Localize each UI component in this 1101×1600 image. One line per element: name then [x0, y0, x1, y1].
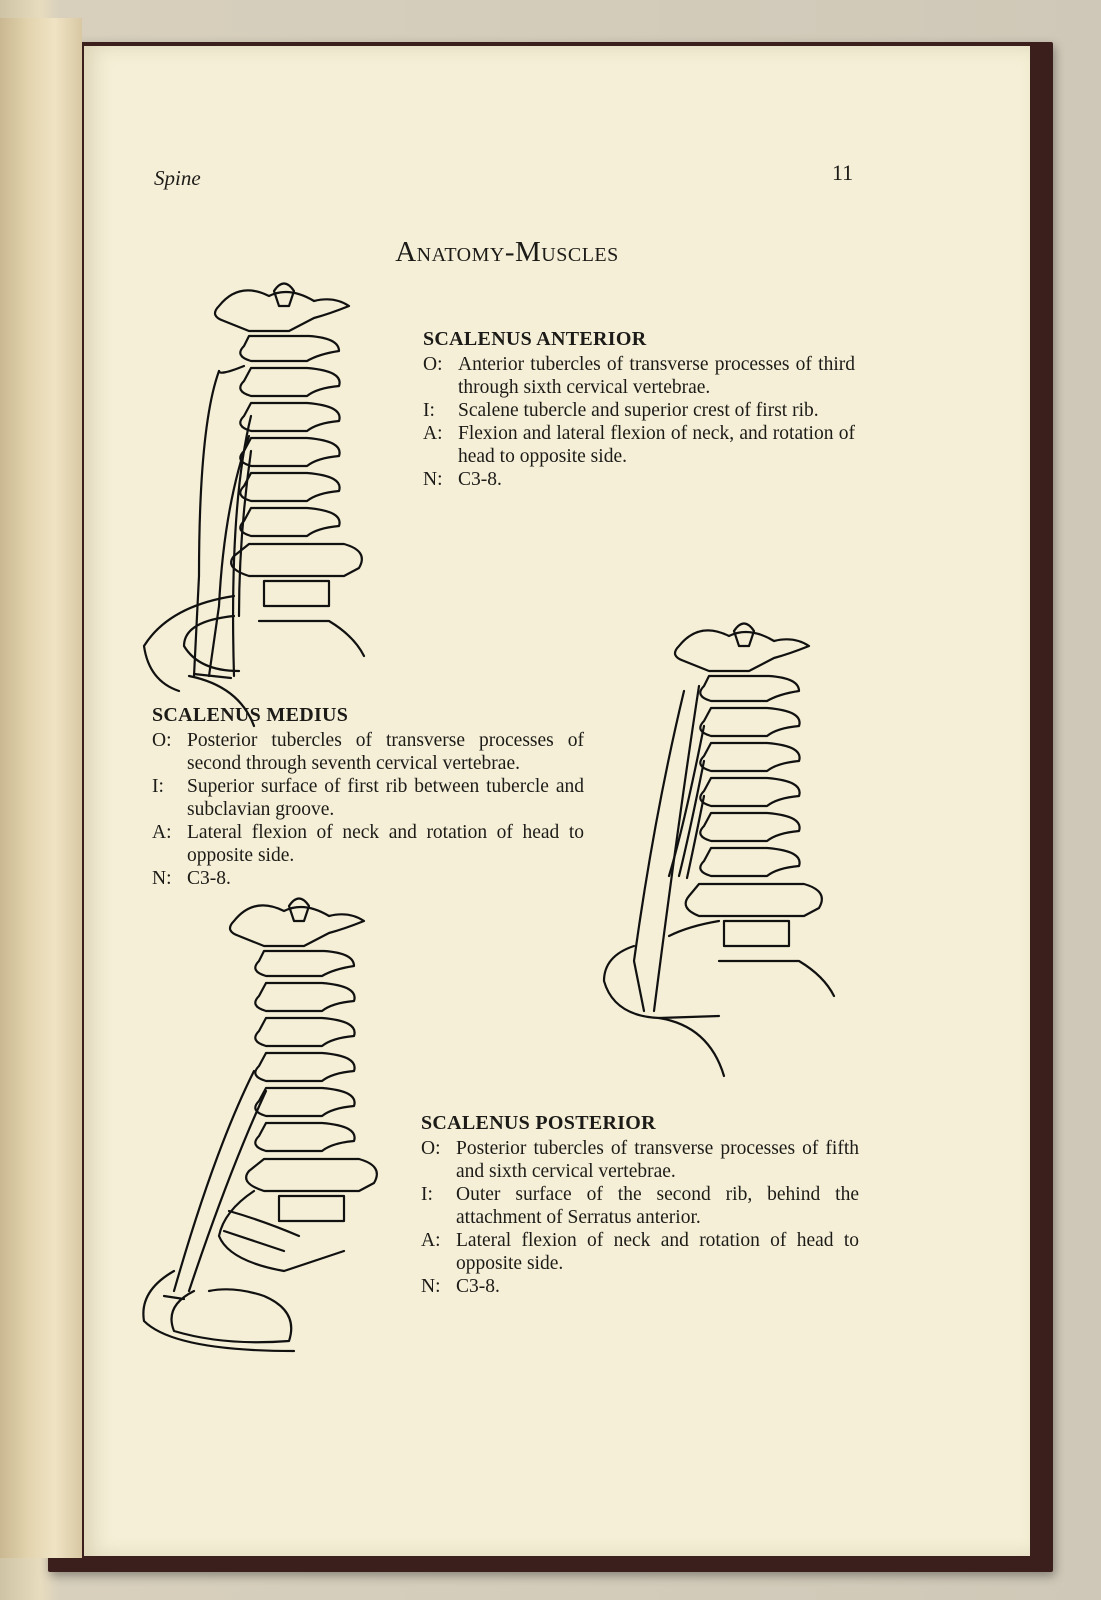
- scalenus-medius-illustration: [599, 616, 839, 1036]
- muscle-heading: SCALENUS ANTERIOR: [423, 328, 647, 350]
- insertion-entry: I: Outer surface of the second rib, behind the attachment of Serratus anterior.: [421, 1184, 859, 1228]
- page-number: 11: [832, 160, 854, 185]
- scalenus-anterior-illustration: [139, 276, 379, 696]
- action-entry: A: Lateral flexion of neck and rotation of head to opposite side.: [421, 1230, 859, 1274]
- scalenus-posterior-illustration: [134, 891, 394, 1371]
- nerve-entry: N: C3-8.: [152, 868, 231, 889]
- insertion-entry: I: Superior surface of first rib between tubercle and subclavian groove.: [152, 776, 584, 820]
- action-entry: A: Lateral flexion of neck and rotation of head to opposite side.: [152, 822, 584, 866]
- muscle-heading: SCALENUS MEDIUS: [152, 704, 349, 726]
- left-page-edge: [0, 18, 82, 1558]
- action-entry: A: Flexion and lateral flexion of neck, and rotation of head to opposite side.: [423, 423, 855, 467]
- scalenus-medius-block: [152, 704, 584, 890]
- origin-entry: O: Anterior tubercles of transverse processes of third through sixth cervical vertebrae.: [423, 354, 855, 398]
- origin-entry: O: Posterior tubercles of transverse processes of second through seventh cervical vertebrae.: [152, 730, 584, 774]
- nerve-entry: N: C3-8.: [423, 469, 502, 490]
- running-head: Spine: [154, 166, 201, 190]
- book-page: [84, 46, 1030, 1556]
- nerve-entry: N: C3-8.: [421, 1276, 500, 1297]
- muscle-heading: SCALENUS POSTERIOR: [421, 1112, 656, 1134]
- origin-entry: O: Posterior tubercles of transverse processes of fifth and sixth cervical vertebrae.: [421, 1138, 859, 1182]
- scalenus-posterior-block: [421, 1112, 859, 1298]
- insertion-entry: I: Scalene tubercle and superior crest of first rib.: [423, 400, 819, 421]
- scalenus-anterior-block: [423, 328, 855, 491]
- page-title: Anatomy-Muscles: [395, 236, 619, 268]
